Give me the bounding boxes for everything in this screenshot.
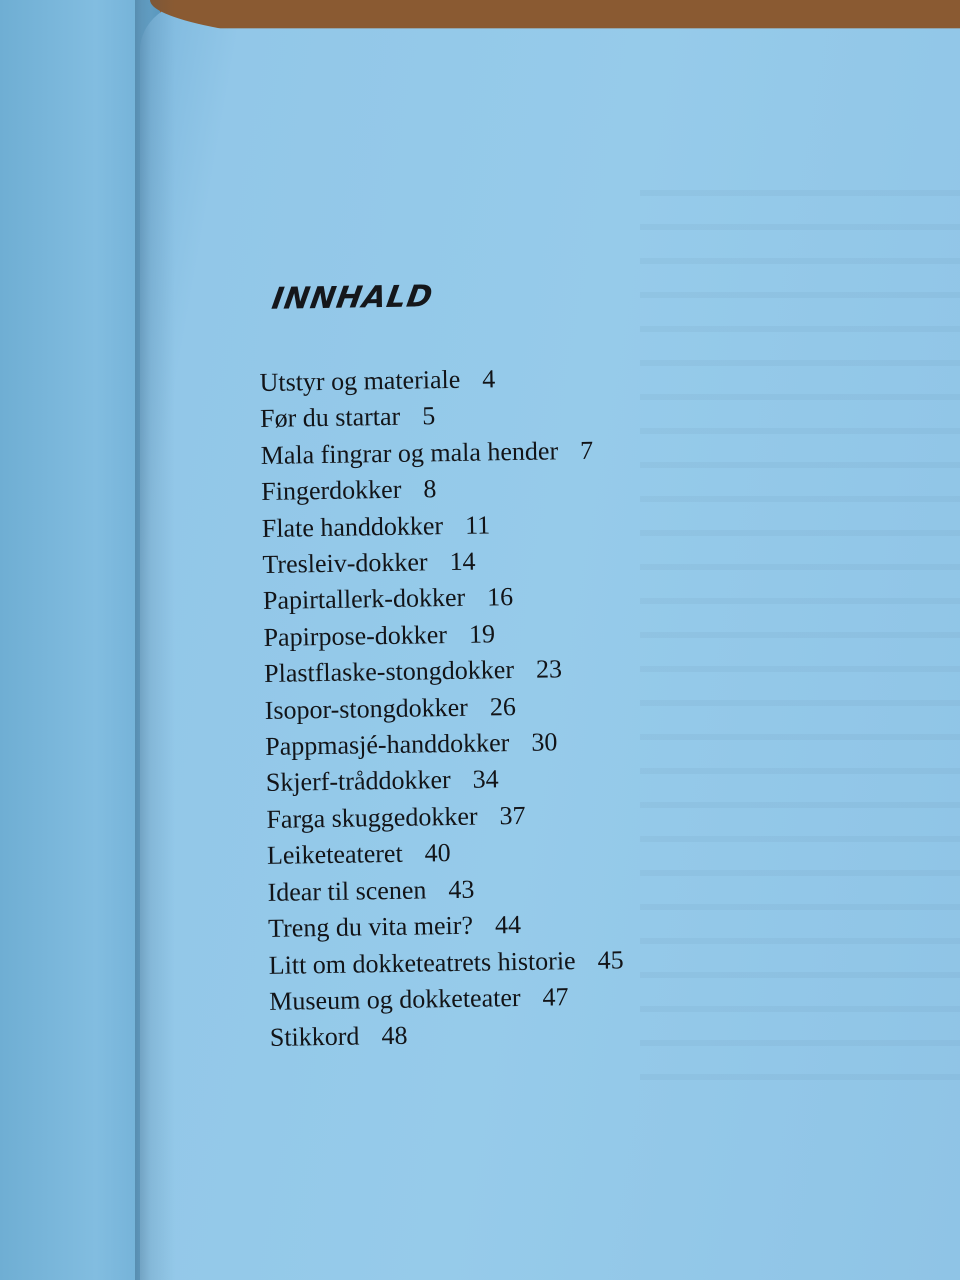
toc-list [259, 357, 790, 1057]
toc-entry-page: 44 [494, 910, 522, 940]
toc-entry-title: Treng du vita meir? [267, 910, 474, 944]
toc-entry-title: Papirtallerk-dokker [262, 583, 466, 616]
toc-entry-page: 48 [381, 1021, 408, 1051]
toc-entry-page: 34 [472, 764, 499, 795]
toc-entry-page: 26 [489, 691, 517, 722]
toc-entry-title: Fingerdokker [261, 474, 402, 507]
toc-entry-title: Skjerf-tråddokker [265, 765, 451, 798]
toc-entry-page: 37 [499, 800, 526, 831]
toc-entry-page: 5 [421, 401, 436, 431]
toc-entry-page: 47 [542, 982, 569, 1012]
toc-entry-page: 4 [482, 364, 496, 394]
toc-entry-page: 45 [597, 944, 624, 975]
toc-entry-page: 16 [486, 582, 514, 612]
toc-entry-title: Papirpose-dokker [263, 619, 448, 652]
toc-entry-title: Idear til scenen [267, 875, 427, 907]
toc-entry-title: Før du startar [259, 402, 401, 434]
toc-entry-title: Flate handdokker [261, 510, 444, 543]
toc-entry-page: 11 [464, 510, 491, 540]
toc-entry-title: Mala fingrar og mala hender [260, 436, 559, 470]
toc-entry-title: Isopor-stongdokker [264, 692, 469, 725]
toc-entry-title: Plastflaske-stongdokker [263, 655, 515, 689]
toc-entry-title: Farga skuggedokker [266, 801, 478, 834]
toc-entry-page: 19 [468, 619, 496, 649]
toc-entry-page: 43 [448, 874, 475, 904]
toc-heading: INNHALD [269, 279, 436, 317]
toc-entry-title: Litt om dokketeatrets historie [268, 945, 576, 980]
toc-entry-page: 8 [423, 474, 437, 504]
toc-entry-page: 40 [424, 838, 451, 868]
book-gutter-shadow [135, 0, 175, 1280]
toc-entry-page: 14 [449, 546, 476, 577]
toc-entry-title: Museum og dokketeater [269, 982, 521, 1016]
toc-entry-page: 7 [579, 435, 594, 465]
toc-entry-page: 23 [535, 654, 563, 684]
toc-entry-title: Leiketeateret [266, 839, 403, 871]
toc-entry-title: Tresleiv-dokker [262, 547, 428, 579]
toc-entry-title: Pappmasjé-handdokker [265, 728, 510, 762]
toc-entry-title: Stikkord [269, 1021, 360, 1053]
table-of-contents [258, 274, 790, 1057]
toc-entry-page: 30 [531, 727, 558, 757]
toc-entry-title: Utstyr og materiale [259, 364, 461, 397]
